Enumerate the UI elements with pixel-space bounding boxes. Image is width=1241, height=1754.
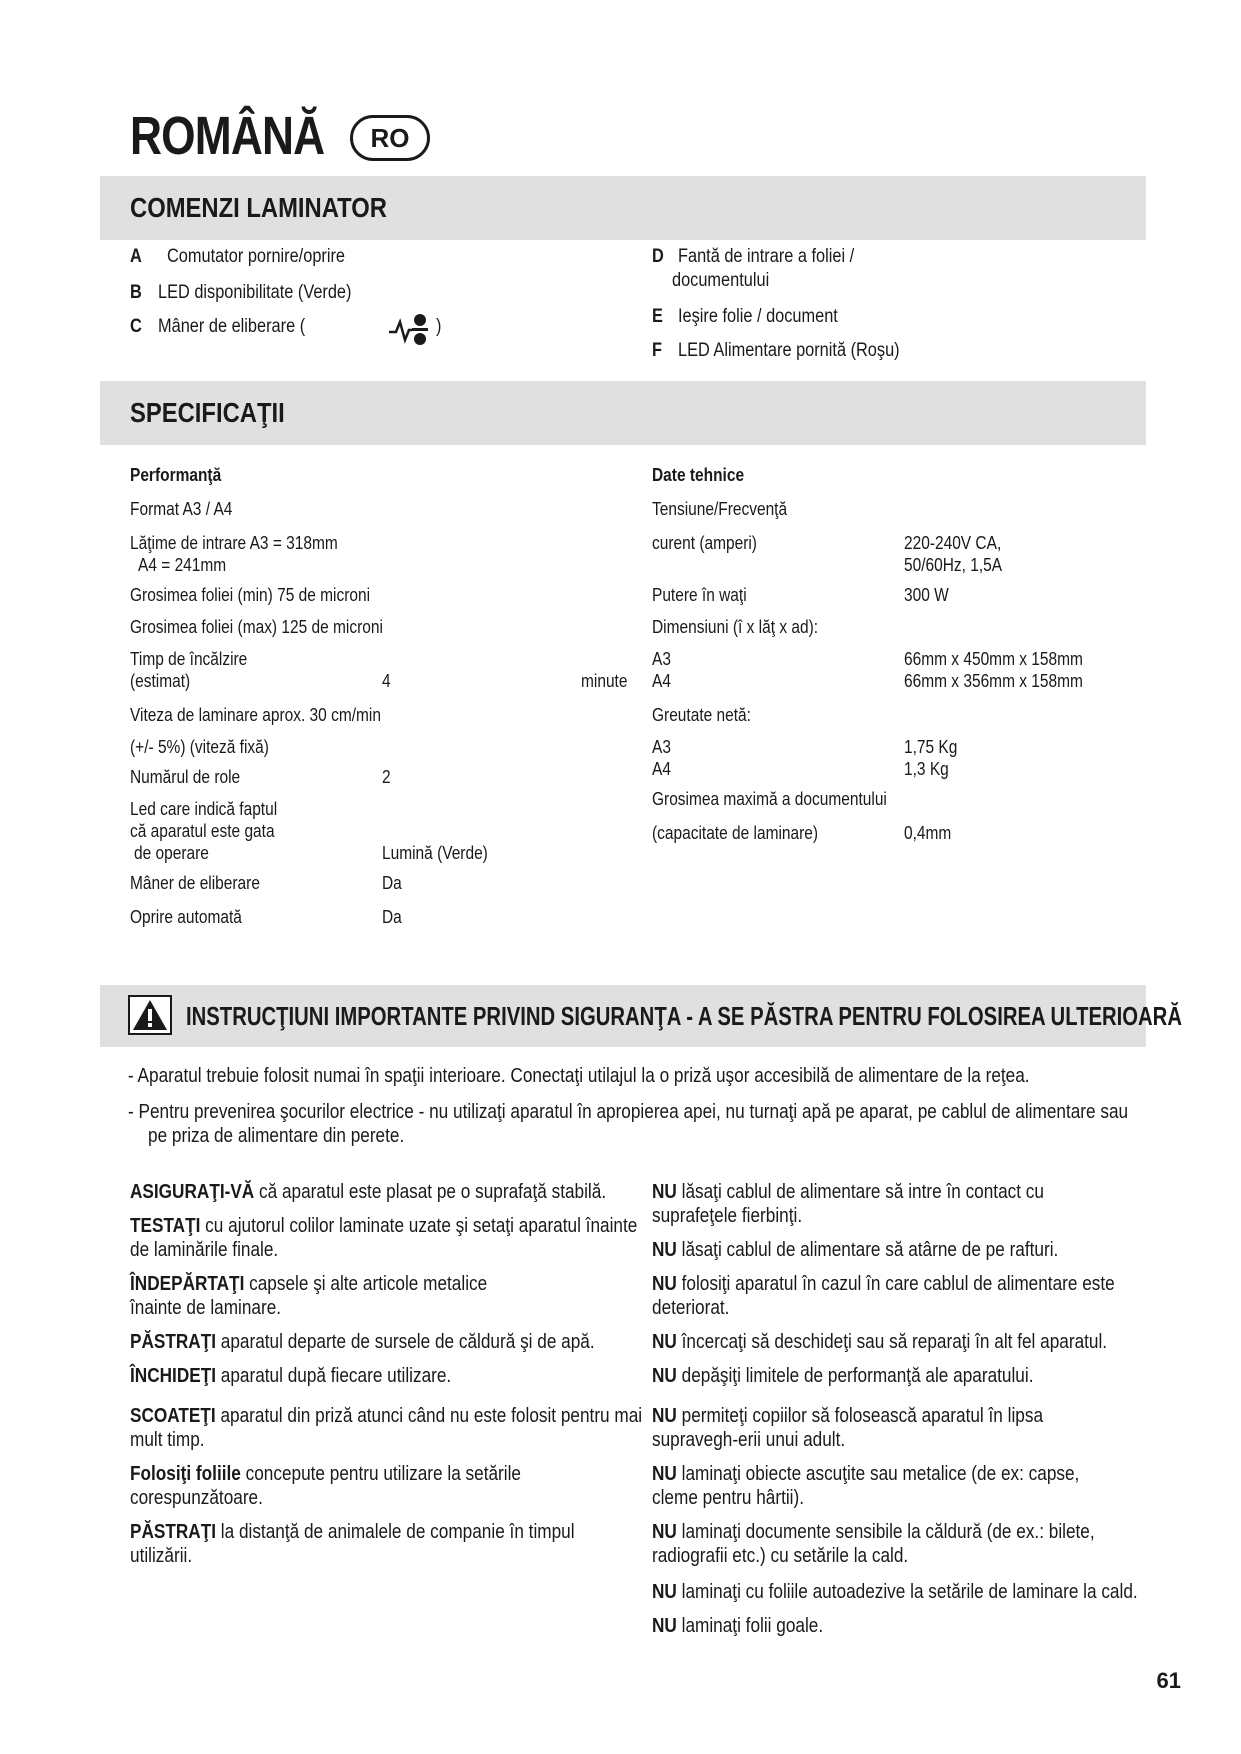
- safety-intro-2: - Pentru prevenirea şocurilor electrice - nu utilizaţi aparatul în apropierea apei, nu turnaţi apă pe aparat, pe cablul de alimentare sau: [128, 1101, 1129, 1123]
- spec-weight: Greutate netă:: [652, 705, 751, 725]
- spec-min-thickness: Grosimea foliei (min) 75 de microni: [130, 585, 371, 605]
- safety-header: [100, 985, 1182, 1047]
- control-label-d: Fantă de intrare a foliei /: [678, 246, 855, 267]
- spec-warmup-value: 4: [382, 671, 391, 691]
- spec-dim-a4: A4: [652, 671, 671, 691]
- safety-right-item: NU lăsaţi cablul de alimentare să atârne de pe rafturi.: [652, 1239, 1059, 1261]
- spec-current: curent (amperi): [652, 533, 757, 553]
- spec-speed: Viteza de laminare aprox. 30 cm/min: [130, 705, 381, 725]
- spec-led-l3: de operare: [134, 843, 209, 863]
- spec-led-l2: că aparatul este gata: [130, 821, 275, 841]
- spec-current-value-2: 50/60Hz, 1,5A: [904, 555, 1003, 575]
- safety-right-item: NU folosiţi aparatul în cazul în care cablul de alimentare este deteriorat.: [652, 1273, 1115, 1319]
- safety-left-item: PĂSTRAŢI aparatul departe de sursele de căldură şi de apă.: [130, 1331, 595, 1353]
- specs-header: [100, 381, 1146, 445]
- control-label-c: Mâner de eliberare (: [158, 316, 306, 337]
- safety-right-item: NU laminaţi cu foliile autoadezive la setările de laminare la cald.: [652, 1581, 1138, 1603]
- page-title: ROMÂNĂ: [130, 106, 325, 166]
- spec-current-value: 220-240V CA,: [904, 533, 1002, 553]
- spec-format: Format A3 / A4: [130, 499, 233, 519]
- spec-dimensions: Dimensiuni (î x lăţ x ad):: [652, 617, 819, 637]
- safety-left-item: PĂSTRAŢI la distanţă de animalele de companie în timpul utilizării.: [130, 1521, 575, 1567]
- spec-autooff: Oprire automată: [130, 907, 242, 927]
- spec-power: Putere în waţi: [652, 585, 747, 605]
- specs-title: SPECIFICAŢII: [130, 397, 285, 428]
- safety-right-item: NU depăşiţi limitele de performanţă ale aparatului.: [652, 1365, 1034, 1387]
- control-label-a: Comutator pornire/oprire: [167, 246, 346, 267]
- spec-capacity-value: 0,4mm: [904, 823, 952, 843]
- control-key-e: E: [652, 306, 663, 327]
- controls-header: [100, 176, 1146, 240]
- release-handle-icon: [388, 312, 432, 346]
- spec-weight-a3-value: 1,75 Kg: [904, 737, 958, 757]
- safety-right-item: NU încercaţi să deschideţi sau să reparaţi în alt fel aparatul.: [652, 1331, 1108, 1353]
- spec-weight-a4: A4: [652, 759, 671, 779]
- control-label-b: LED disponibilitate (Verde): [158, 282, 352, 303]
- spec-rollers-value: 2: [382, 767, 391, 787]
- safety-intro-1: - Aparatul trebuie folosit numai în spaţii interioare. Conectaţi utilajul la o priză uşor accesibilă de alimentare de la reţea.: [128, 1065, 1030, 1087]
- warning-icon: [128, 995, 172, 1035]
- spec-dim-a4-value: 66mm x 356mm x 158mm: [904, 671, 1083, 691]
- spec-capacity: (capacitate de laminare): [652, 823, 819, 843]
- control-key-d: D: [652, 246, 664, 267]
- control-label-f: LED Alimentare pornită (Roşu): [678, 340, 900, 361]
- language-badge: RO: [350, 115, 430, 161]
- safety-right-item: NU permiteţi copiilor să folosească aparatul în lipsa supravegh-erii unui adult.: [652, 1405, 1044, 1451]
- spec-speed-note: (+/- 5%) (viteză fixă): [130, 737, 269, 757]
- safety-right-item: NU lăsaţi cablul de alimentare să intre în contact cu suprafeţele fierbinţi.: [652, 1181, 1044, 1227]
- spec-dim-a3: A3: [652, 649, 671, 669]
- spec-weight-a3: A3: [652, 737, 671, 757]
- spec-autooff-value: Da: [382, 907, 402, 927]
- safety-left-item: SCOATEŢI aparatul din priză atunci când nu este folosit pentru mai mult timp.: [130, 1405, 643, 1451]
- safety-intro-2-cont: pe priza de alimentare din perete.: [148, 1125, 405, 1147]
- spec-width-a4: A4 = 241mm: [138, 555, 227, 575]
- spec-led: Led care indică faptul: [130, 799, 278, 819]
- spec-weight-a4-value: 1,3 Kg: [904, 759, 949, 779]
- control-key-a: A: [130, 246, 142, 267]
- spec-dim-a3-value: 66mm x 450mm x 158mm: [904, 649, 1083, 669]
- control-label-c-end: ): [436, 316, 442, 337]
- safety-right-item: NU laminaţi folii goale.: [652, 1615, 824, 1637]
- spec-max-doc: Grosimea maximă a documentului: [652, 789, 887, 809]
- safety-title: INSTRUCŢIUNI IMPORTANTE PRIVIND SIGURANŢA - A SE PĂSTRA PENTRU FOLOSIREA ULTERIOARĂ: [186, 1001, 1182, 1031]
- spec-release-value: Da: [382, 873, 402, 893]
- spec-release: Mâner de eliberare: [130, 873, 260, 893]
- safety-left-item: ASIGURAŢI-VĂ că aparatul este plasat pe o suprafaţă stabilă.: [130, 1181, 607, 1203]
- technical-heading: Date tehnice: [652, 465, 745, 485]
- safety-right-item: NU laminaţi documente sensibile la căldură (de ex.: bilete, radiografii etc.) cu setările la cald.: [652, 1521, 1095, 1567]
- spec-led-value: Lumină (Verde): [382, 843, 488, 863]
- spec-power-value: 300 W: [904, 585, 949, 605]
- control-key-b: B: [130, 282, 142, 303]
- spec-width: Lăţime de intrare A3 = 318mm: [130, 533, 338, 553]
- controls-title: COMENZI LAMINATOR: [130, 192, 387, 223]
- control-key-c: C: [130, 316, 142, 337]
- performance-heading: Performanţă: [130, 465, 222, 485]
- control-label-e: Ieşire folie / document: [678, 306, 838, 327]
- spec-warmup-estimated: (estimat): [130, 671, 191, 691]
- safety-left-item: ÎNCHIDEŢI aparatul după fiecare utilizare.: [130, 1365, 452, 1387]
- safety-left-item: ÎNDEPĂRTAŢI capsele şi alte articole metalice înainte de laminare.: [130, 1273, 488, 1319]
- spec-warmup-unit: minute: [581, 671, 628, 691]
- spec-warmup: Timp de încălzire: [130, 649, 248, 669]
- page-number: 61: [1156, 1668, 1181, 1693]
- safety-left-item: TESTAŢI cu ajutorul colilor laminate uzate şi setaţi aparatul înainte de laminările finale.: [130, 1215, 638, 1261]
- control-key-f: F: [652, 340, 662, 361]
- spec-voltage: Tensiune/Frecvenţă: [652, 499, 788, 519]
- safety-right-item: NU laminaţi obiecte ascuţite sau metalice (de ex: capse, cleme pentru hârtii).: [652, 1463, 1080, 1509]
- safety-left-item: Folosiţi foliile concepute pentru utilizare la setările corespunzătoare.: [130, 1463, 521, 1509]
- spec-rollers: Numărul de role: [130, 767, 241, 787]
- control-label-d-cont: documentului: [672, 270, 770, 291]
- spec-max-thickness: Grosimea foliei (max) 125 de microni: [130, 617, 383, 637]
